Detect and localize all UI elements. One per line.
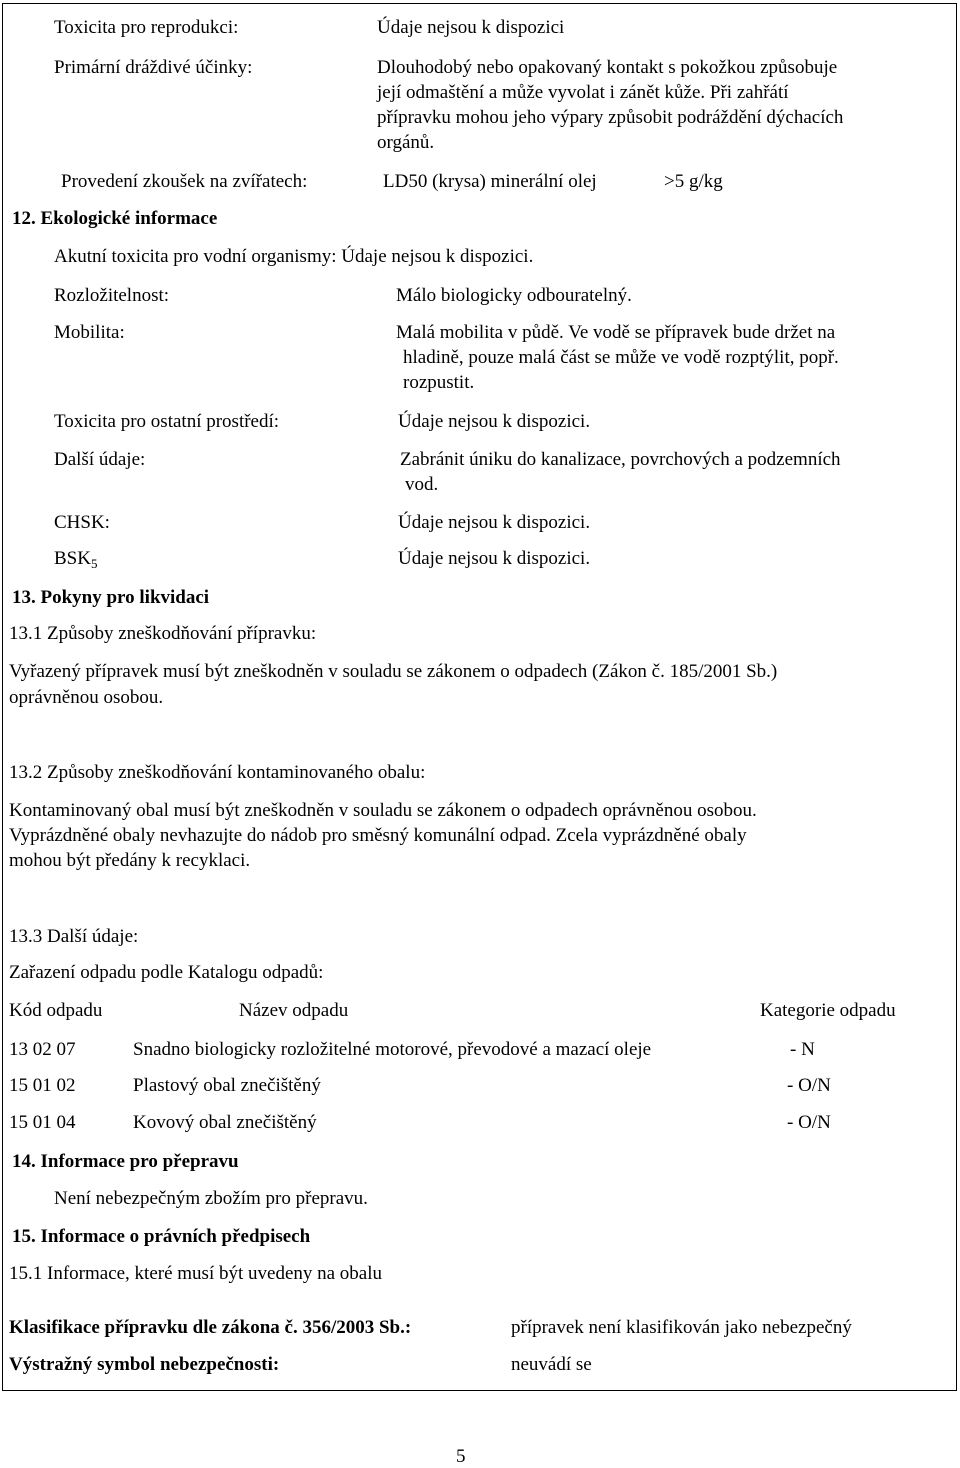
animal-tests-value: LD50 (krysa) minerální olej [383, 171, 597, 192]
waste-name: Kovový obal znečištěný [133, 1112, 317, 1133]
mobility-line: rozpustit. [403, 372, 475, 393]
other-env-value: Údaje nejsou k dispozici. [398, 411, 591, 432]
waste-code: 15 01 04 [9, 1112, 76, 1133]
s132-line: Kontaminovaný obal musí být zneškodněn v souladu se zákonem o odpadech oprávněnou osobou. [9, 800, 757, 821]
bsk-label-text: BSK [54, 548, 91, 569]
mobility-label: Mobilita: [54, 322, 125, 343]
aquatic-toxicity: Akutní toxicita pro vodní organismy: Údaje nejsou k dispozici. [54, 246, 534, 267]
hazard-symbol-label: Výstražný symbol nebezpečnosti: [9, 1354, 280, 1375]
animal-tests-label: Provedení zkoušek na zvířatech: [61, 171, 308, 192]
chsk-value: Údaje nejsou k dispozici. [398, 512, 591, 533]
s131-title: 13.1 Způsoby zneškodňování přípravku: [9, 623, 317, 644]
section-13-title: 13. Pokyny pro likvidaci [12, 587, 210, 608]
irritant-line: její odmaštění a může vyvolat i zánět kůže. Při zahřátí [377, 82, 789, 103]
irritant-line: orgánů. [377, 132, 435, 153]
other-env-label: Toxicita pro ostatní prostředí: [54, 411, 280, 432]
waste-name: Snadno biologicky rozložitelné motorové, převodové a mazací oleje [133, 1039, 652, 1060]
waste-header-code: Kód odpadu [9, 1000, 103, 1021]
classification-value: přípravek není klasifikován jako nebezpečný [511, 1317, 852, 1338]
s132-line: Vyprázdněné obaly nevhazujte do nádob pro směsný komunální odpad. Zcela vyprázdněné obaly [9, 825, 747, 846]
s131-line: Vyřazený přípravek musí být zneškodněn v souladu se zákonem o odpadech (Zákon č. 185/2001 Sb.) [9, 661, 778, 682]
page-number: 5 [456, 1446, 466, 1467]
section-12-title: 12. Ekologické informace [12, 208, 218, 229]
waste-category: - O/N [787, 1112, 831, 1133]
further-line: vod. [405, 474, 439, 495]
bsk-value: Údaje nejsou k dispozici. [398, 548, 591, 569]
transport-text: Není nebezpečným zbožím pro přepravu. [54, 1188, 368, 1209]
s131-line: oprávněnou osobou. [9, 687, 164, 708]
animal-tests-amount: >5 g/kg [664, 171, 723, 192]
mobility-line: hladině, pouze malá část se může ve vodě rozptýlit, popř. [403, 347, 839, 368]
catalog-title: Zařazení odpadu podle Katalogu odpadů: [9, 962, 324, 983]
chsk-label: CHSK: [54, 512, 110, 533]
section-15-title: 15. Informace o právních předpisech [12, 1226, 311, 1247]
waste-header-category: Kategorie odpadu [760, 1000, 896, 1021]
s132-title: 13.2 Způsoby zneškodňování kontaminovaného obalu: [9, 762, 426, 783]
waste-header-name: Název odpadu [239, 1000, 349, 1021]
toxicity-repro-value: Údaje nejsou k dispozici [377, 17, 565, 38]
irritant-line: Dlouhodobý nebo opakovaný kontakt s pokožkou způsobuje [377, 57, 838, 78]
further-line: Zabránit úniku do kanalizace, povrchových a podzemních [400, 449, 841, 470]
s133-title: 13.3 Další údaje: [9, 926, 139, 947]
bsk-label [54, 548, 97, 575]
degradability-value: Málo biologicky odbouratelný. [396, 285, 632, 306]
classification-label: Klasifikace přípravku dle zákona č. 356/2003 Sb.: [9, 1317, 412, 1338]
s151-title: 15.1 Informace, které musí být uvedeny na obalu [9, 1263, 383, 1284]
irritant-line: přípravku mohou jeho výpary způsobit podráždění dýchacích [377, 107, 844, 128]
toxicity-repro-label: Toxicita pro reprodukci: [54, 17, 239, 38]
bsk-subscript: 5 [90, 556, 98, 571]
waste-name: Plastový obal znečištěný [133, 1075, 321, 1096]
irritant-label: Primární dráždivé účinky: [54, 57, 253, 78]
waste-category: - O/N [787, 1075, 831, 1096]
hazard-symbol-value: neuvádí se [511, 1354, 592, 1375]
further-label: Další údaje: [54, 449, 146, 470]
waste-category: - N [790, 1039, 815, 1060]
section-14-title: 14. Informace pro přepravu [12, 1151, 239, 1172]
degradability-label: Rozložitelnost: [54, 285, 170, 306]
mobility-line: Malá mobilita v půdě. Ve vodě se přípravek bude držet na [396, 322, 836, 343]
s132-line: mohou být předány k recyklaci. [9, 850, 251, 871]
waste-code: 15 01 02 [9, 1075, 76, 1096]
waste-code: 13 02 07 [9, 1039, 76, 1060]
